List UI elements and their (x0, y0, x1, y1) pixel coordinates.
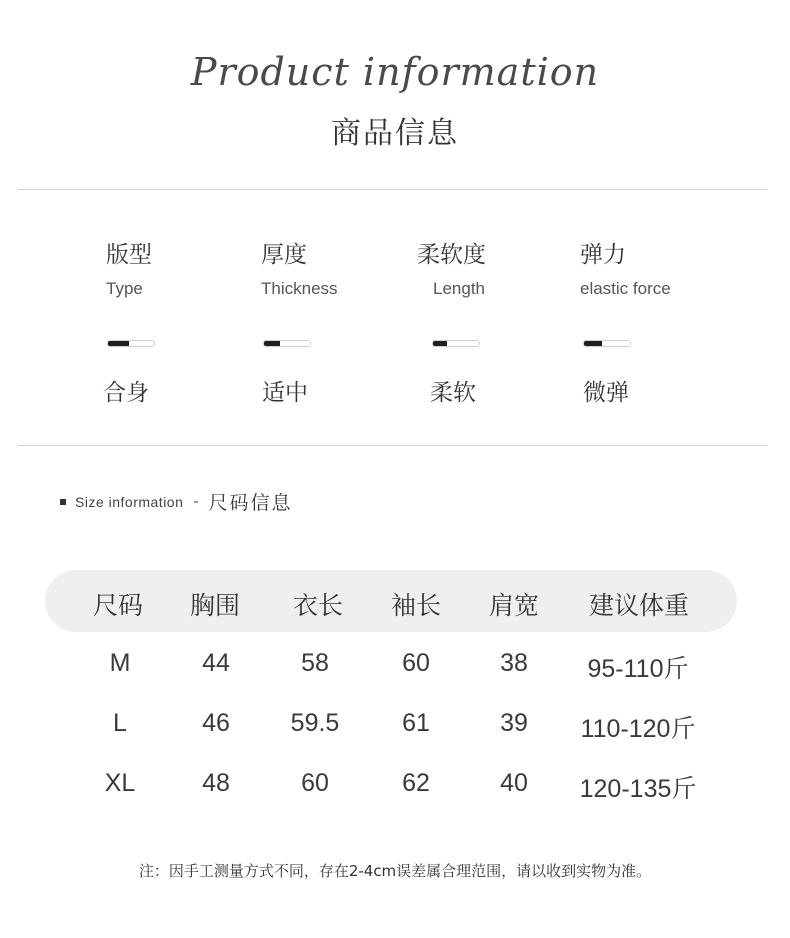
attribute-elasticity-label-en: elastic force (580, 279, 671, 298)
table-cell: 39 (500, 709, 528, 737)
table-cell: 46 (202, 709, 230, 737)
table-cell: 110-120斤 (580, 715, 696, 743)
size-info-heading (60, 488, 292, 515)
level-fill (108, 341, 129, 346)
table-cell: 38 (500, 649, 528, 677)
attribute-thickness-label-en: Thickness (261, 279, 338, 298)
attribute-elasticity-label-cn: 弹力 (580, 242, 626, 268)
attribute-softness-level-bar (432, 340, 480, 347)
table-cell: XL (104, 769, 136, 797)
size-info-label-cn: 尺码信息 (208, 492, 293, 514)
attribute-thickness-label-cn: 厚度 (261, 242, 307, 268)
size-info-separator: - (193, 493, 199, 510)
table-cell: 44 (202, 649, 230, 677)
table-cell: 60 (301, 769, 329, 797)
table-cell: 62 (402, 769, 430, 797)
top-divider (18, 189, 767, 190)
attribute-thickness-value: 适中 (262, 380, 308, 406)
attribute-type (106, 236, 256, 299)
attribute-elasticity-level-bar (583, 340, 631, 347)
table-cell: 60 (402, 649, 430, 677)
middle-divider (18, 445, 767, 446)
table-cell: 48 (202, 769, 230, 797)
attribute-type-level-bar (107, 340, 155, 347)
size-info-label-en: Size information (75, 493, 184, 510)
attribute-type-value: 合身 (103, 380, 149, 406)
attribute-type-label-cn: 版型 (106, 242, 152, 268)
attribute-thickness-level-bar (263, 340, 311, 347)
attribute-softness-label-cn: 柔软度 (417, 242, 486, 268)
attribute-type-label-en: Type (106, 279, 143, 298)
attribute-elasticity (580, 236, 730, 299)
table-cell: M (109, 649, 131, 677)
table-cell: 40 (500, 769, 528, 797)
size-table-header-chest: 胸围 (189, 591, 241, 620)
size-table-header-weight: 建议体重 (588, 591, 690, 620)
size-table-header-shoulder: 肩宽 (488, 591, 540, 620)
attribute-softness (417, 236, 567, 299)
table-cell: 61 (402, 709, 430, 737)
product-info-title-cn: 商品信息 (331, 116, 459, 151)
level-fill (264, 341, 280, 346)
size-table-header-length: 衣长 (292, 591, 344, 620)
level-fill (584, 341, 602, 346)
bullet-square-icon (60, 499, 66, 505)
level-fill (433, 341, 447, 346)
attribute-softness-value: 柔软 (430, 380, 476, 406)
size-table-header-sleeve: 袖长 (390, 591, 442, 620)
attribute-thickness (261, 236, 411, 299)
product-info-title-en: Product information (190, 50, 600, 94)
measurement-note: 注：因手工测量方式不同，存在2-4cm误差属合理范围，请以收到实物为准。 (138, 862, 652, 880)
table-cell: 120-135斤 (579, 775, 697, 803)
size-table-header-size: 尺码 (92, 591, 144, 620)
attribute-elasticity-value: 微弹 (583, 380, 629, 406)
table-cell: L (113, 709, 127, 737)
table-cell: 58 (301, 649, 329, 677)
attribute-softness-label-en: Length (433, 279, 485, 298)
table-cell: 95-110斤 (587, 655, 689, 683)
table-cell: 59.5 (290, 709, 340, 737)
